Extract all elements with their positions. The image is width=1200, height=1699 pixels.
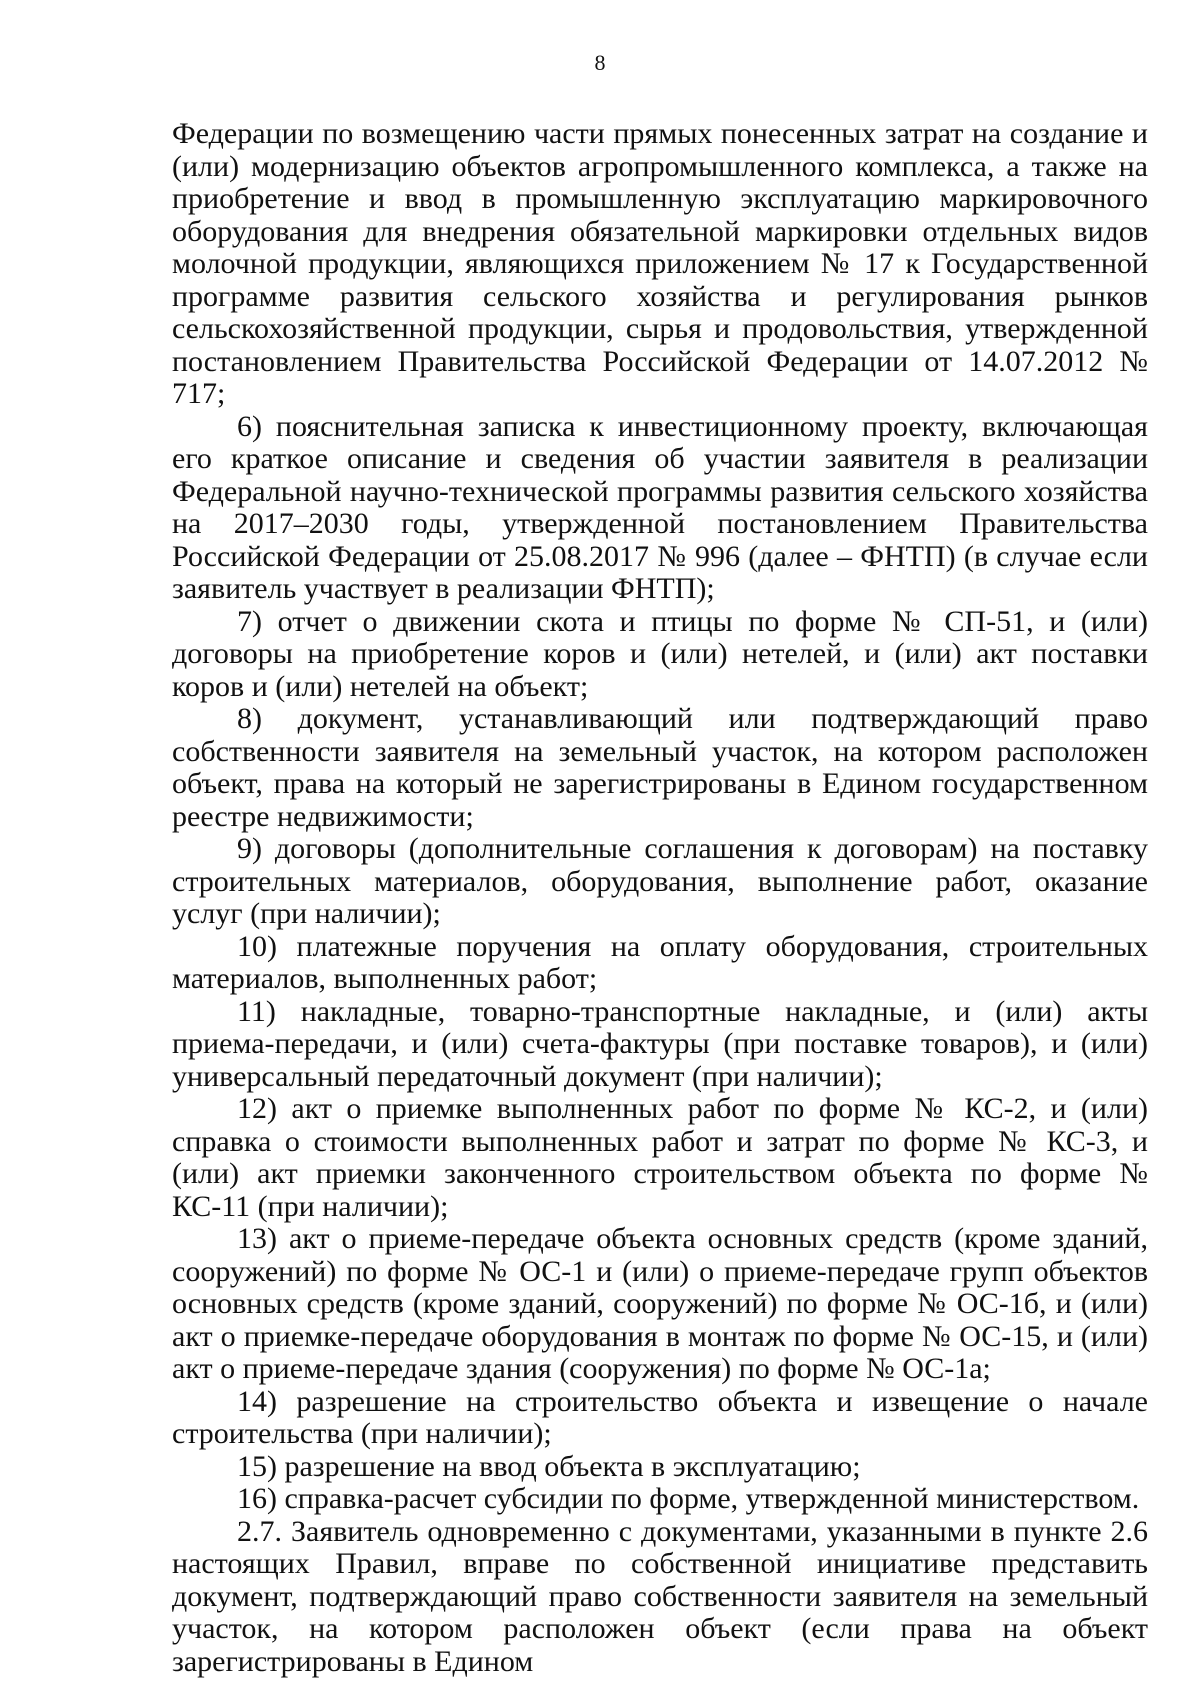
paragraph-item-10: 10) платежные поручения на оплату оборудования, строительных материалов, выполненных работ; bbox=[172, 929, 1148, 995]
paragraph-item-13: 13) акт о приеме-передаче объекта основных средств (кроме зданий, сооружений) по форме № ОС-1 и (или) о приеме-передаче групп объектов основных средств (кроме зданий, сооружений) по форме № ОС-1б, и (или) акт о приемке-передаче оборудования в монтаж по форме № ОС-15, и (или) акт о приеме-передаче здания (сооружения) по форме № ОС-1а; bbox=[172, 1222, 1148, 1385]
paragraph-continuation: Федерации по возмещению части прямых понесенных затрат на создание и (или) модернизацию объектов агропромышленного комплекса, а также на приобретение и ввод в промышленную эксплуатацию маркировочного оборудования для внедрения обязательной маркировки отдельных видов молочной продукции, являющихся приложением № 17 к Государственной программе развития сельского хозяйства и регулирования рынков сельскохозяйственной продукции, сырья и продовольствия, утвержденной постановлением Правительства Российской Федерации от 14.07.2012 № 717; bbox=[172, 117, 1148, 410]
paragraph-item-12: 12) акт о приемке выполненных работ по форме № КС-2, и (или) справка о стоимости выполненных работ и затрат по форме № КС-3, и (или) акт приемки законченного строительством объекта по форме № КС-11 (при наличии); bbox=[172, 1092, 1148, 1223]
paragraph-item-9: 9) договоры (дополнительные соглашения к договорам) на поставку строительных материалов, оборудования, выполнение работ, оказание услуг (при наличии); bbox=[172, 832, 1148, 930]
page-number: 8 bbox=[594, 50, 606, 75]
paragraph-item-16: 16) справка-расчет субсидии по форме, утвержденной министерством. bbox=[237, 1482, 1140, 1515]
paragraph-item-7: 7) отчет о движении скота и птицы по форме № СП-51, и (или) договоры на приобретение коров и (или) нетелей, и (или) акт поставки коров и (или) нетелей на объект; bbox=[172, 604, 1148, 703]
document-body bbox=[172, 118, 1148, 1678]
paragraph-item-15: 15) разрешение на ввод объекта в эксплуатацию; bbox=[237, 1449, 861, 1483]
paragraph-section-2-7: 2.7. Заявитель одновременно с документами, указанными в пункте 2.6 настоящих Правил, вправе по собственной инициативе представить документ, подтверждающий право собственности заявителя на земельный участок, на котором расположен объект (если права на объект зарегистрированы в Едином bbox=[172, 1514, 1148, 1678]
paragraph-item-6: 6) пояснительная записка к инвестиционному проекту, включающая его краткое описание и сведения об участии заявителя в реализации Федеральной научно-технической программы развития сельского хозяйства на 2017–2030 годы, утвержденной постановлением Правительства Российской Федерации от 25.08.2017 № 996 (далее – ФНТП) (в случае если заявитель участвует в реализации ФНТП); bbox=[172, 409, 1148, 605]
paragraph-item-8: 8) документ, устанавливающий или подтверждающий право собственности заявителя на земельный участок, на котором расположен объект, права на который не зарегистрированы в Едином государственном реестре недвижимости; bbox=[172, 702, 1148, 833]
paragraph-item-11: 11) накладные, товарно-транспортные накладные, и (или) акты приема-передачи, и (или) счета-фактуры (при поставке товаров), и (или) универсальный передаточный документ (при наличии); bbox=[172, 994, 1148, 1093]
paragraph-item-14: 14) разрешение на строительство объекта и извещение о начале строительства (при наличии); bbox=[172, 1384, 1148, 1450]
